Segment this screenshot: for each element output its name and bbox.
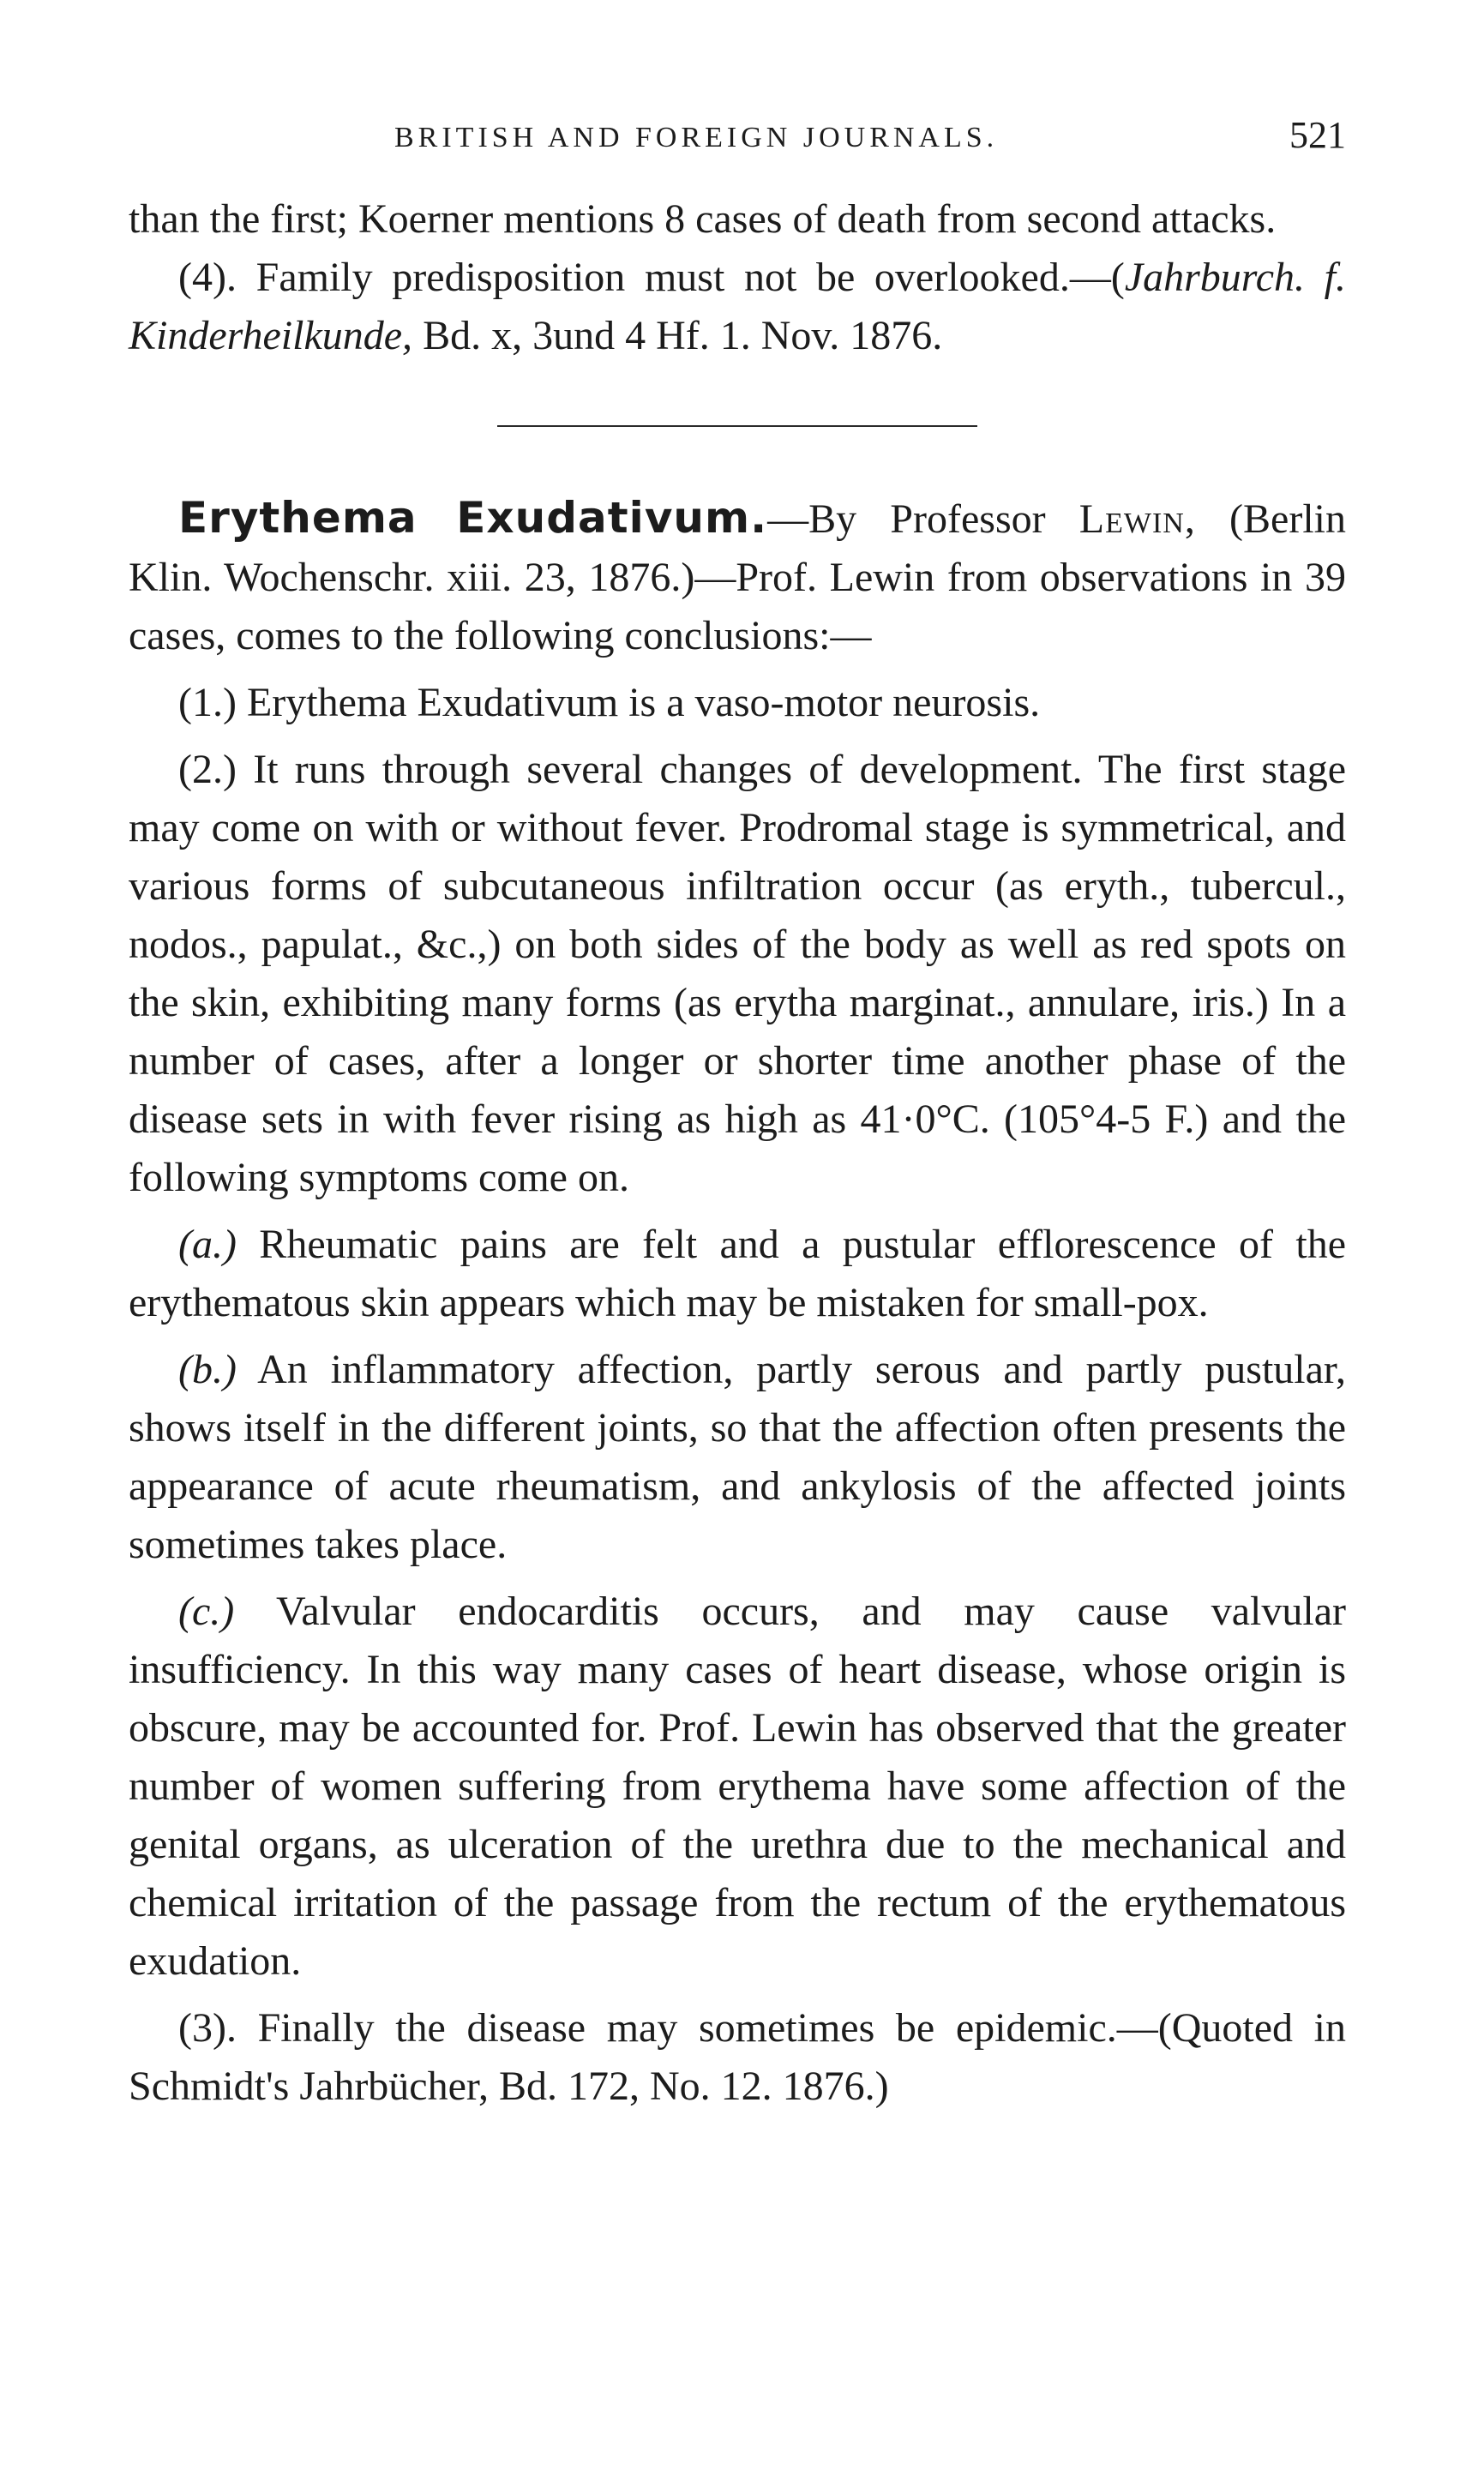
section-divider	[497, 425, 977, 427]
continuation-paragraph: than the first; Koerner mentions 8 cases of death from second attacks.	[129, 196, 1277, 242]
body-text	[129, 190, 1346, 2116]
byline-text: —By Professor	[767, 496, 1079, 542]
family-predisposition-paragraph	[129, 249, 1346, 365]
symptom-c	[129, 1583, 1346, 1991]
conclusion-1: (1.) Erythema Exudativum is a vaso-motor neurosis.	[178, 680, 1041, 725]
page-number: 521	[1289, 114, 1346, 156]
symptom-b	[129, 1341, 1346, 1574]
symptom-c-text: Valvular endocarditis occurs, and may cause valvular insufficiency. In this way many cases of heart disease, whose origin is obscure, may be accounted for. Prof. Lewin has observed that the greater number of women suffering from erythema have some affection of the genital organs, as ulceration of the urethra due to the mechanical and chemical irritation of the passage from the rectum of the erythematous exudation.	[129, 1589, 1346, 1984]
journal-citation: Jahrburch. f. Kinderheilkunde,	[129, 255, 1346, 358]
symptom-a	[129, 1216, 1346, 1332]
paragraph-text: Bd. x, 3und 4 Hf. 1. Nov. 1876.	[412, 313, 943, 358]
running-header	[129, 113, 1346, 165]
running-title: BRITISH AND FOREIGN JOURNALS.	[394, 122, 999, 153]
symptom-b-label: (b.)	[178, 1347, 237, 1392]
symptom-a-text: Rheumatic pains are felt and a pustular efflorescence of the erythematous skin appears which may be mistaken for small-pox.	[129, 1222, 1346, 1325]
paragraph-text: (4). Family predisposition must not be overlooked.—(	[178, 255, 1125, 300]
conclusion-3: (3). Finally the disease may sometimes be epidemic.—(Quoted in Schmidt's Jahrbücher, Bd. 172, No. 12. 1876.)	[129, 2005, 1346, 2109]
author-name: Lewin,	[1078, 496, 1196, 542]
conclusion-2: (2.) It runs through several changes of development. The first stage may come on with or without fever. Prodromal stage is symmetrical, and various forms of subcutaneous infiltration occur (as eryth., tubercul., nodos., papulat., &c.,) on both sides of the body as well as red spots on the skin, exhibiting many forms (as erytha marginat., annulare, iris.) In a number of cases, after a longer or shorter time another phase of the disease sets in with fever rising as high as 41·0°C. (105°4-5 F.) and the following symptoms come on.	[129, 747, 1346, 1200]
symptom-b-text: An inflammatory affection, partly serous and partly pustular, shows itself in the different joints, so that the affection often presents the appearance of acute rheumatism, and ankylosis of the affected joints sometimes takes place.	[129, 1347, 1346, 1567]
symptom-a-label: (a.)	[178, 1222, 237, 1267]
article-intro-paragraph	[129, 489, 1346, 665]
symptom-c-label: (c.)	[178, 1589, 235, 1634]
article-title: Erythema Exudativum.	[178, 493, 768, 543]
byline-text: (Berlin Klin. Wochenschr. xiii. 23, 1876.)—Prof. Lewin from observations in 39 cases, comes to the following conclusions:—	[129, 496, 1346, 658]
